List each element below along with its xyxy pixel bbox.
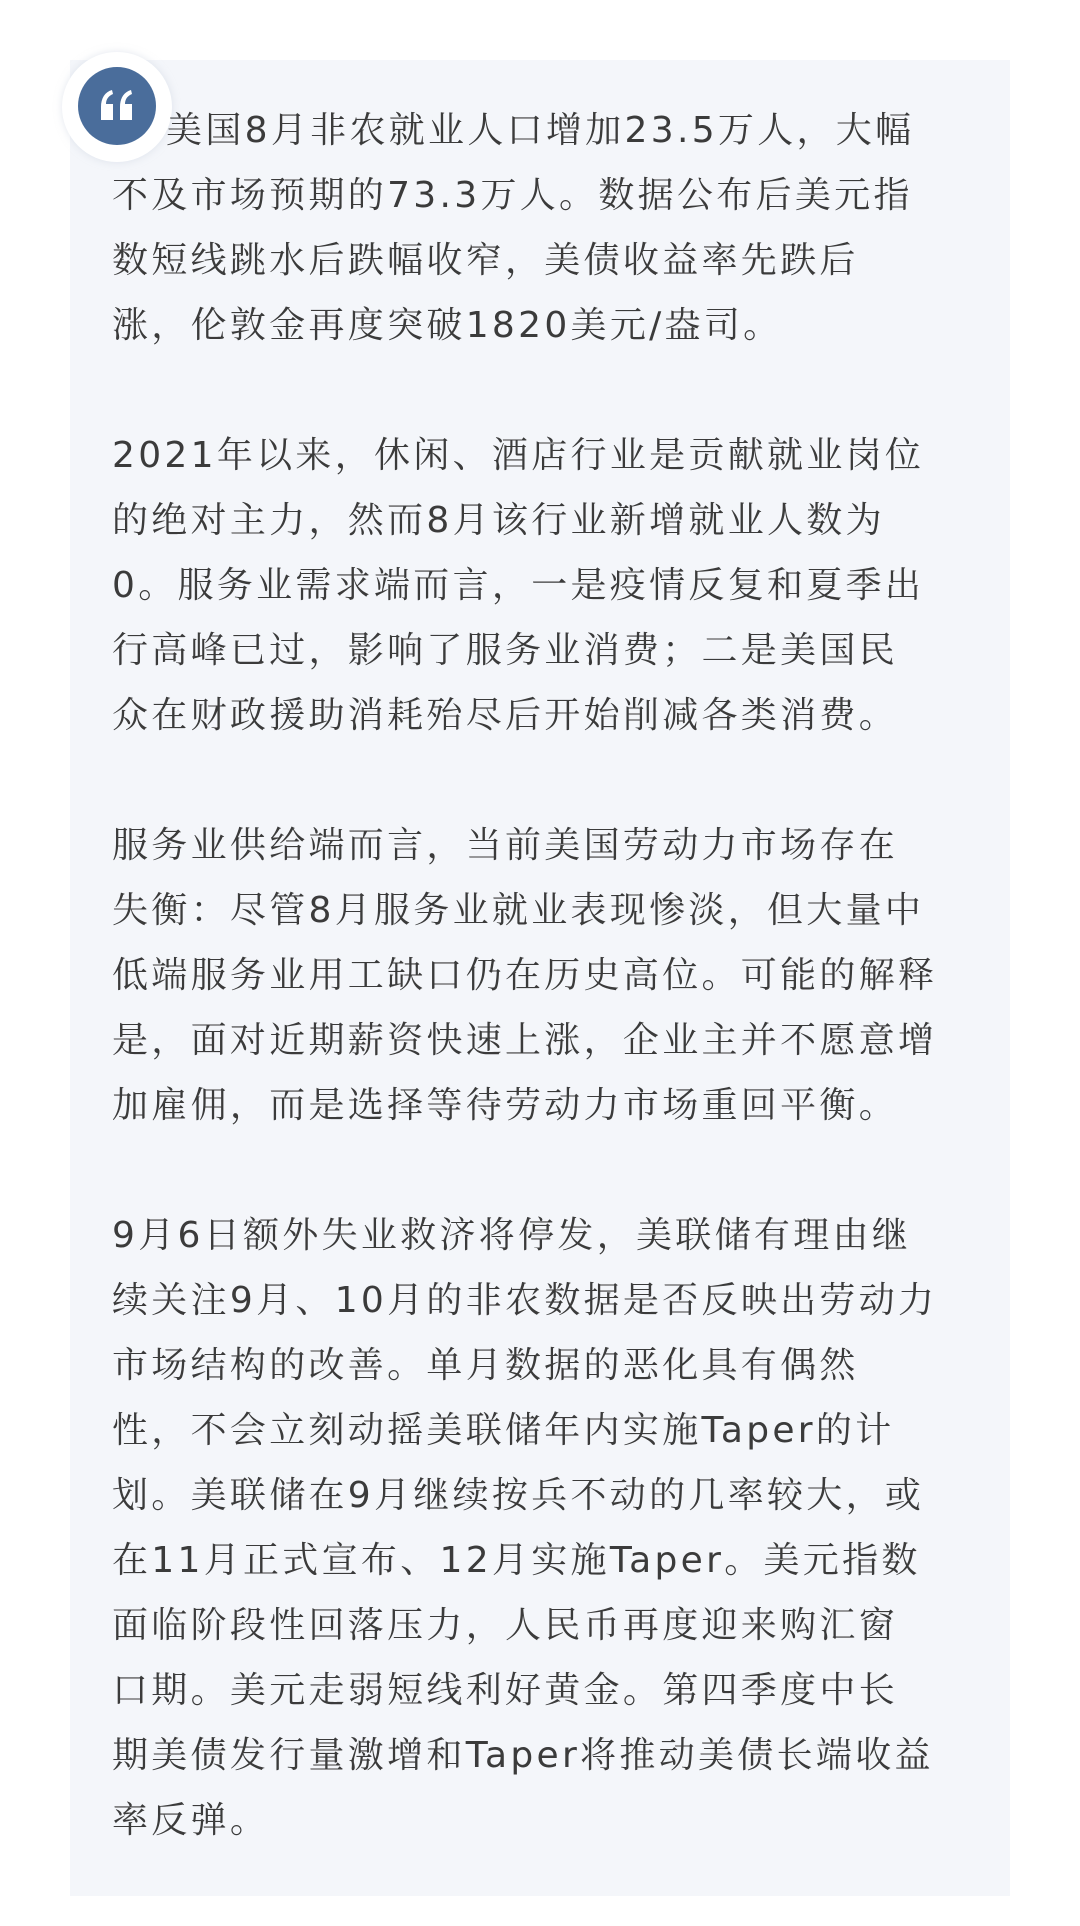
paragraph-fed-taper-outlook: 9月6日额外失业救济将停发，美联储有理由继 续关注9月、10月的非农数据是否反映出劳动力 市场结构的改善。单月数据的恶化具有偶然 性，不会立刻动摇美联储年内实施Taper的计 划。美联储在9月继续按兵不动的几率较大，或 在11月正式宣布、12月实施Taper。美元指数 面临阶段性回落压力，人民币再度迎来购汇窗 口期。美元走弱短线利好黄金。第四季度中长 期美债发行量激增和Taper将推动美债长端收益 率反弹。 bbox=[112, 1215, 938, 1841]
paragraph-nonfarm-payrolls: 美国8月非农就业人口增加23.5万人，大幅 不及市场预期的73.3万人。数据公布后美元指 数短线跳水后跌幅收窄，美债收益率先跌后 涨，伦敦金再度突破1820美元/盎司。 bbox=[112, 110, 915, 346]
paragraph-leisure-hospitality: 2021年以来，休闲、酒店行业是贡献就业岗位 的绝对主力，然而8月该行业新增就业人数为 0。服务业需求端而言，一是疫情反复和夏季出 行高峰已过，影响了服务业消费；二是美国民 众在财政援助消耗殆尽后开始削减各类消费。 bbox=[112, 435, 925, 736]
paragraph-service-supply: 服务业供给端而言，当前美国劳动力市场存在 失衡：尽管8月服务业就业表现惨淡，但大量中 低端服务业用工缺口仍在历史高位。可能的解释 是，面对近期薪资快速上涨，企业主并不愿意增 加雇佣，而是选择等待劳动力市场重回平衡。 bbox=[112, 825, 938, 1126]
